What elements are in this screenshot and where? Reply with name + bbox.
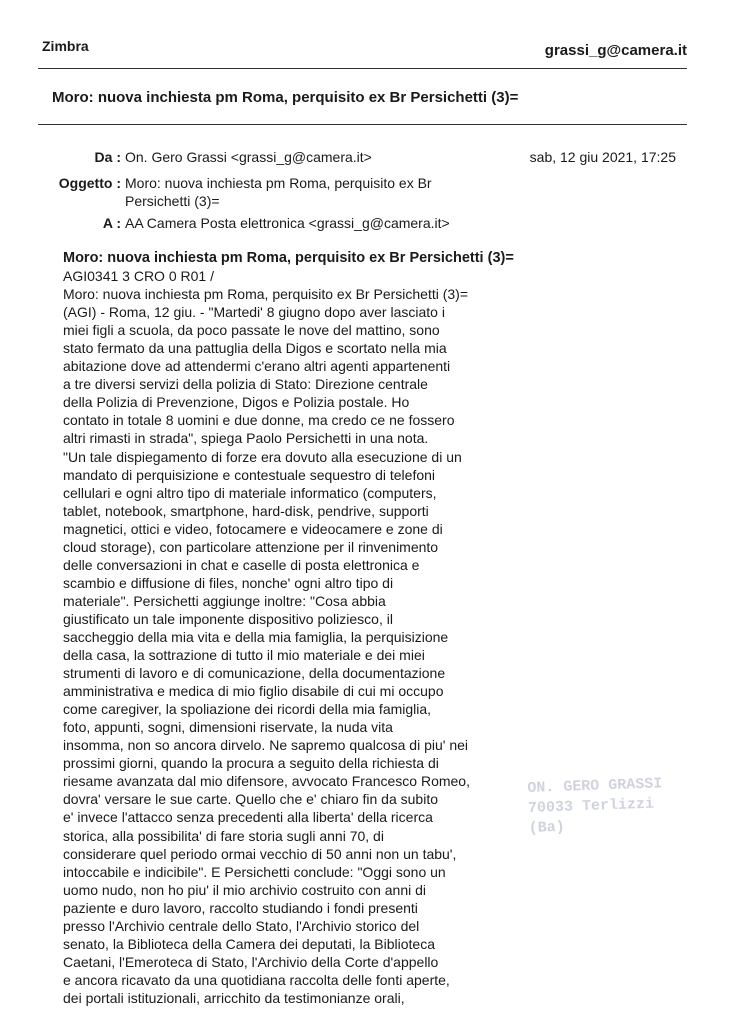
body-line: stato fermato da una pattuglia della Digos e scortato nella mia xyxy=(63,340,447,357)
email-subject-title: Moro: nuova inchiesta pm Roma, perquisito ex Br Persichetti (3)= xyxy=(52,89,519,106)
body-line: tablet, notebook, smartphone, hard-disk, pendrive, supporti xyxy=(63,502,429,519)
body-line: insomma, non so ancora dirvelo. Ne sapremo qualcosa di piu' nei xyxy=(63,737,469,754)
body-line: cellulari e ogni altro tipo di materiale informatico (computers, xyxy=(63,484,437,501)
subject-divider xyxy=(38,124,687,125)
body-line: cloud storage), con particolare attenzione per il rinvenimento xyxy=(63,538,439,555)
body-line: giustificato un tale imponente dispositivo poliziesco, il xyxy=(63,610,393,627)
body-lines xyxy=(63,267,503,1007)
body-line: senato, la Biblioteca della Camera dei deputati, la Biblioteca xyxy=(63,935,436,952)
subject-value-line: Persichetti (3)= xyxy=(125,193,220,209)
body-line: mandato di perquisizione e contestuale sequestro di telefoni xyxy=(63,466,436,483)
sent-date: sab, 12 giu 2021, 17:25 xyxy=(529,149,676,165)
body-line: AGI0341 3 CRO 0 R01 / xyxy=(63,268,214,285)
body-line: a tre diversi servizi della polizia di Stato: Direzione centrale xyxy=(63,376,428,393)
body-line: delle conversazioni in chat e caselle di posta elettronica e xyxy=(63,556,420,573)
body-line: e ancora ricavato da una quotidiana raccolta delle fonti aperte, xyxy=(63,971,450,988)
header-divider xyxy=(38,68,687,69)
body-line: foto, appunti, sogni, dimensioni riservate, la nuda vita xyxy=(63,719,393,736)
body-line: storica, alla possibilita' di fare storia sugli anni 70, di xyxy=(63,827,384,844)
subject-value xyxy=(125,174,495,210)
body-line: e' invece l'attacco senza precedenti alla liberta' della ricerca xyxy=(63,809,433,826)
body-line: intoccabile e indicibile". E Persichetti conclude: "Oggi sono un xyxy=(63,863,446,880)
body-line: amministrativa e medica di mio figlio disabile di cui mi occupo xyxy=(63,683,444,700)
body-line: Moro: nuova inchiesta pm Roma, perquisito ex Br Persichetti (3)= xyxy=(63,286,469,303)
print-header xyxy=(38,36,687,70)
email-body xyxy=(63,249,514,1007)
body-line: "Un tale dispiegamento di forze era dovuto alla esecuzione di un xyxy=(63,448,462,465)
body-line: prossimi giorni, quando la procura a seguito della richiesta di xyxy=(63,755,439,772)
body-line: Caetani, l'Emeroteca di Stato, l'Archivio della Corte d'appello xyxy=(63,953,439,970)
body-line: presso l'Archivio centrale dello Stato, l'Archivio storico del xyxy=(63,917,420,934)
to-value: AA Camera Posta elettronica <grassi_g@camera.it> xyxy=(125,215,450,231)
body-line: abitazione dove ad attendermi c'erano altri agenti appartenenti xyxy=(63,358,451,375)
stamp-line: ON. GERO GRASSI xyxy=(527,775,663,797)
body-line: considerare quel periodo ormai vecchio di 50 anni non un tabu', xyxy=(63,845,457,862)
body-line: dovra' versare le sue carte. Quello che e' chiaro fin da subito xyxy=(63,791,438,808)
body-line: paziente e duro lavoro, raccolto studiando i fondi presenti xyxy=(63,899,418,916)
body-line: altri rimasti in strada", spiega Paolo Persichetti in una nota. xyxy=(63,430,429,447)
body-line: strumenti di lavoro e di comunicazione, della documentazione xyxy=(63,665,446,682)
subject-value-line: Moro: nuova inchiesta pm Roma, perquisito ex Br xyxy=(125,175,432,191)
from-label: Da : xyxy=(94,149,121,165)
body-line: della Polizia di Prevenzione, Digos e Polizia postale. Ho xyxy=(63,394,410,411)
body-heading: Moro: nuova inchiesta pm Roma, perquisito ex Br Persichetti (3)= xyxy=(63,250,514,266)
body-line: dei portali istituzionali, arricchito da testimonianze orali, xyxy=(63,989,405,1006)
office-stamp xyxy=(527,773,699,839)
body-line: miei figli a scuola, da poco passate le nove del mattino, sono xyxy=(63,322,440,339)
stamp-line: 70033 Terlizzi (Ba) xyxy=(527,795,655,837)
body-line: (AGI) - Roma, 12 giu. - "Martedi' 8 giugno dopo aver lasciato i xyxy=(63,304,445,321)
body-line: uomo nudo, non ho piu' il mio archivio costruito con anni di xyxy=(63,881,426,898)
body-line: come caregiver, la spoliazione dei ricordi della mia famiglia, xyxy=(63,701,432,718)
body-line: contato in totale 8 uomini e due donne, ma credo ce ne fossero xyxy=(63,412,455,429)
body-line: scambio e diffusione di files, nonche' ogni altro tipo di xyxy=(63,574,394,591)
from-value: On. Gero Grassi <grassi_g@camera.it> xyxy=(125,149,372,165)
to-label: A : xyxy=(102,215,121,231)
body-line: della casa, la sottrazione di tutto il mio materiale e dei miei xyxy=(63,647,425,664)
subject-label: Oggetto : xyxy=(58,175,121,191)
body-line: materiale". Persichetti aggiunge inoltre: "Cosa abbia xyxy=(63,592,386,609)
body-line: magnetici, ottici e video, fotocamere e videocamere e zone di xyxy=(63,520,443,537)
app-name: Zimbra xyxy=(42,38,89,54)
account-email: grassi_g@camera.it xyxy=(544,42,687,59)
body-line: riesame avanzata dal mio difensore, avvocato Francesco Romeo, xyxy=(63,773,470,790)
body-line: saccheggio della mia vita e della mia famiglia, la perquisizione xyxy=(63,628,449,645)
